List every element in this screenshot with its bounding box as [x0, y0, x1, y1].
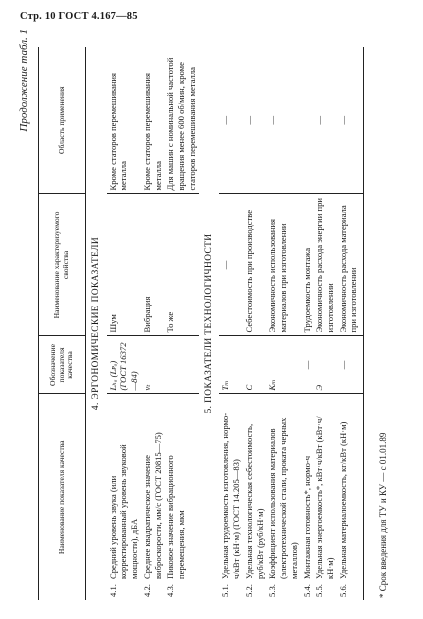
indicator-designation: Kₘ	[266, 336, 300, 394]
indicator-name: Монтажная готовность*, нормо-ч	[301, 455, 312, 579]
indicator-designation: —	[337, 360, 348, 370]
indicator-designation: Э	[313, 336, 336, 394]
row-number: 5.3.	[267, 584, 278, 597]
table-row	[107, 47, 141, 600]
table-row	[313, 47, 336, 600]
indicator-name: Среднее квадратическое значение виброскорости, мм/с (ГОСТ 20815—75)	[141, 432, 163, 579]
applicability: Для машин с номинальной частотой вращения менее 600 об/мин, кроме статоров перемешивания металла	[164, 47, 198, 194]
characterized-property: Шум	[107, 194, 141, 336]
footnote: * Срок введения для ТУ и КУ — с 01.01.89	[378, 432, 388, 598]
indicator-name: Удельная материалоемкость, кг/кВт (кН·м)	[337, 421, 348, 579]
indicator-name: Удельная технологическая себестоимость, руб/кВт (руб/кН·м)	[243, 423, 265, 579]
characterized-property: Вибрация	[141, 194, 164, 336]
table-row	[243, 47, 266, 600]
continued-label: Продолжение табл. 1	[18, 29, 30, 132]
column-header-designation: Обозначение показателя качества	[39, 336, 86, 394]
characterized-property: Экономичность расхода материала при изготовлении	[337, 194, 364, 336]
row-number: 4.3.	[165, 584, 176, 597]
table-row	[164, 47, 198, 600]
applicability: —	[267, 115, 278, 125]
column-header-applicability: Область применения	[39, 47, 86, 194]
indicator-designation	[164, 336, 198, 394]
characterized-property: Трудоемкость монтажа	[301, 194, 314, 336]
indicator-name: Удельная трудоемкость изготовления, нормо-ч/кВт (кН·м) (ГОСТ 14.205—83)	[220, 412, 242, 579]
row-number: 5.5.	[314, 584, 325, 597]
indicator-designation: vₜ	[141, 336, 164, 394]
characterized-property: Себестоимость при производстве	[243, 194, 266, 336]
row-number: 5.2.	[243, 584, 254, 597]
table-row	[219, 47, 242, 600]
indicator-designation: —	[301, 360, 312, 370]
row-number: 4.1.	[107, 584, 118, 597]
applicability: Кроме статоров перемешивания металла	[107, 47, 141, 194]
section-title: 4. ЭРГОНОМИЧЕСКИЕ ПОКАЗАТЕЛИ	[91, 236, 101, 411]
applicability: —	[220, 115, 231, 125]
indicator-name: Пиковое значение вибрационного перемещения, мкм	[165, 455, 187, 579]
column-header-property: Наименование характеризуемого свойства	[39, 194, 86, 336]
indicator-designation: Lₕₐ (Lᴘₐ) (ГОСТ 16372—84)	[107, 336, 141, 394]
row-number: 4.2.	[141, 584, 152, 597]
characterized-property: То же	[164, 194, 198, 336]
column-header-name: Наименование показателя качества	[39, 394, 86, 600]
quality-indicators-table	[38, 47, 364, 600]
table-row	[301, 47, 314, 600]
characterized-property: —	[220, 260, 231, 270]
row-number: 5.1.	[220, 584, 231, 597]
row-number: 5.6.	[337, 584, 348, 597]
characterized-property: Экономичность расхода энергии при изготовлении	[313, 194, 336, 336]
section-title: 5. ПОКАЗАТЕЛИ ТЕХНОЛОГИЧНОСТИ	[203, 233, 214, 414]
row-number: 5.4.	[301, 584, 312, 597]
applicability	[301, 47, 314, 194]
rotated-table-page	[16, 23, 411, 608]
applicability: Кроме статоров перемешивания металла	[141, 47, 164, 194]
table-row	[266, 47, 300, 600]
table-header-row	[39, 47, 86, 600]
table-row	[141, 47, 164, 600]
indicator-designation: C	[243, 336, 266, 394]
section-title-row	[199, 47, 220, 600]
characterized-property: Экономичность использования материалов при изготовлении	[266, 194, 300, 336]
indicator-designation: Tₘ	[219, 336, 242, 394]
applicability: —	[243, 115, 254, 125]
applicability: —	[314, 115, 325, 125]
applicability: —	[337, 115, 348, 125]
table-row	[337, 47, 364, 600]
page-header: Стр. 10 ГОСТ 4.167—85	[20, 11, 138, 22]
indicator-name: Средний уровень звука (или корректированный уровень звуковой мощности), дБА	[107, 444, 140, 579]
section-title-row	[86, 47, 107, 600]
indicator-name: Удельная энергоемкость*, кВт·ч/кВт (кВт·ч/кН·м)	[314, 416, 335, 579]
indicator-name: Коэффициент использования материалов (электротехнической стали, проката черных металлов)	[267, 417, 299, 579]
